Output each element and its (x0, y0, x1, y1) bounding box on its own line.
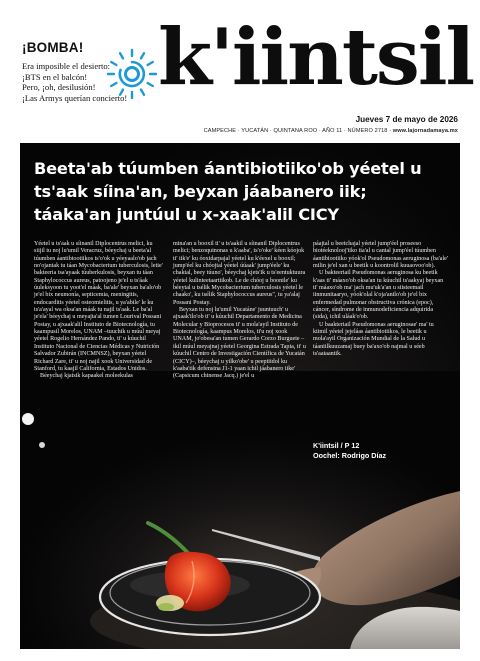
article-paragraph: U bakteeriail Pseudomonas aeruginosa ku beetik k'aas ti' máaxo'ob oksa'an tu kúuchil ts'aakyaj beyxan ti' máaxo'ob ma' jach mu'uk'a'an u siisteemail iinmunitaaryo, yóok'olal k'oja'anilo'ob je'el bix enfermedad pulmonar obstructiva crónica (epoc), cáncer, síndrome de inmunodeficiencia adquirida (sida), ichil uláak'o'ob. (313, 270, 444, 321)
issue-date: Jueves 7 de mayo de 2026 (355, 115, 458, 124)
teaser-line: ¡BTS en el balcón! (22, 71, 88, 82)
article-paragraph: páajtal u beetchajal yéetel jump'éel proseeso biotéeknolooj'iiko tia'al u cantal jump'éel túumben áantibiootiiko yóok'ol Pseudomonas aeruginosa (ba'ale' milin je'el xan u beetik u koontrolil kuuaovoo'ob). (313, 241, 448, 270)
cover-headline: Beeta'ab túumben áantibiotiiko'ob yéetel u ts'aak síina'an, beyxan jáabanero iik; táaka'an juntúul u x-xaak'alil CICY (34, 159, 422, 224)
photo-credit: Oochel: Rodrigo Díaz (313, 451, 387, 460)
teaser-title: ¡BOMBA! (22, 40, 84, 55)
article-column-2 (173, 241, 306, 381)
page-reference[interactable]: K'iintsil / P 12 (313, 441, 360, 450)
editions-text: CAMPECHE · YUCATÁN · QUINTANA ROO · AÑO 11 · NÚMERO 2718 · (203, 128, 393, 134)
newspaper-logo[interactable]: k'iintsil (158, 12, 474, 103)
teaser-line: Era imposible el desierto: (22, 61, 111, 71)
cover-story (20, 143, 460, 649)
masthead (0, 0, 480, 142)
cover-photo (20, 371, 460, 649)
article-column-3 (313, 241, 448, 359)
teaser-line: ¡Las Armys querían concierto! (22, 92, 128, 103)
editions-line (204, 128, 458, 134)
article-paragraph: Béeychaj kjatsik kapaakel moleekulas (40, 373, 133, 380)
article-column-1 (34, 241, 164, 381)
article-paragraph: Beyxan tu noj lu'umil Yucatáne' juuntuuch' u ajxaak'ilo'ob ti' u kúuchil Departamento de Medicina Molecular y Bioprocesos ti' u mola'ayil Instituto de Biotecnología, kaampus Morelos, ti'u noj xook UNAM, jo'obesa'an tumen Gerardo Corzo Burguete –ikil múul meyajnaj yéetel Georgina Estrada Tapia, ti' u kúuchil Centro de Investigación Científica de Yucatán (CICY)–, béeychaj u yilko'obe' u peeptiidol ku k'aaba'tik defensina J1-1 yaan ichil jáabanero iike' (Capsicum chinense Jacq.) je'el u (173, 307, 306, 380)
article-paragraph: mina'an u booxil ti' u ts'aakil u síinanil Diplocentrus melici; benzoquinonas u k'aaba', ts'o'oke' kéen kóojok ti' iik'e' ku óoxidarpajal yéetel ku k'éexel u booxil; jump'éel ku chóojtal yéetel úúaak' jump'éele' ku chaktal, beey túuno', béeychaj kjets'ik u ts'eentuktuura yéetel kulinteetaartiikob. Le de chóoj u boonile' ku béeytal u tsélik Mycobacterium tuberculosis yéetel le chaako', ku tsélik Staphylococcus aureus", tu ya'alaj Possani Postay. (173, 241, 306, 306)
sun-spiral-icon (106, 48, 158, 100)
website-link[interactable]: www.lajornadamaya.mx (392, 128, 458, 134)
article-paragraph: U baakteriail Pseudomonas aeruginosae' ma' tu kiimil yéetel jejeláas áantibiotiikos, le beetik u mola'ayil Organización Mundial de la Salud u táaniilkuuzamaj buey ba'axo'ob najmal u séeb ts'aataantik. (313, 321, 434, 358)
article-paragraph: Yéetel u ts'aak u síinanil Diplocentrus melici, ku siijil tu noj lu'umil Veracruz, béeychaj u beeta'al túumben áantibiootiikos ts'o'ok u yéeyaalo'ob jach no'ojantak tu táan Mycobacterium tuberculosis, letie' bakteeria tsa'ayaak túuberkulosis, beyxan tu táan Staphylococcus aureus, patoojeno je'el u ts'áak úuleksyoon tu yoot'el máak, ba'ale' beyxan ba'alo'ob je'el bix neumonía, septicemia, meningitis, endocarditis yéetel osteomielitis, u ya'abile' le ku ts'a'ayal wa oksa'an máak tu najil ts'aak. Le ba'al je'ela' béeychaj u meyajta'al tumen Lourival Possani Postay, u ajxaak'alil Instituto de Biotecnología, tu kaampusil Morelos, UNAM –tuuchik u múul meyaj yéetel Rogelio Hernández Pando, ti' u kúuchil Instituto Nacional de Ciencias Médicas y Nutrición Salvador Zubirán (INCMNSZ), beyxan yéetel Richard Zare, ti' u noj najil xook Universidad de Stanford, tu kaajil California, Estados Unidos. (34, 241, 163, 372)
teaser-line: Pero, ¡oh, desilusión! (22, 82, 96, 93)
story-credits (313, 441, 386, 461)
